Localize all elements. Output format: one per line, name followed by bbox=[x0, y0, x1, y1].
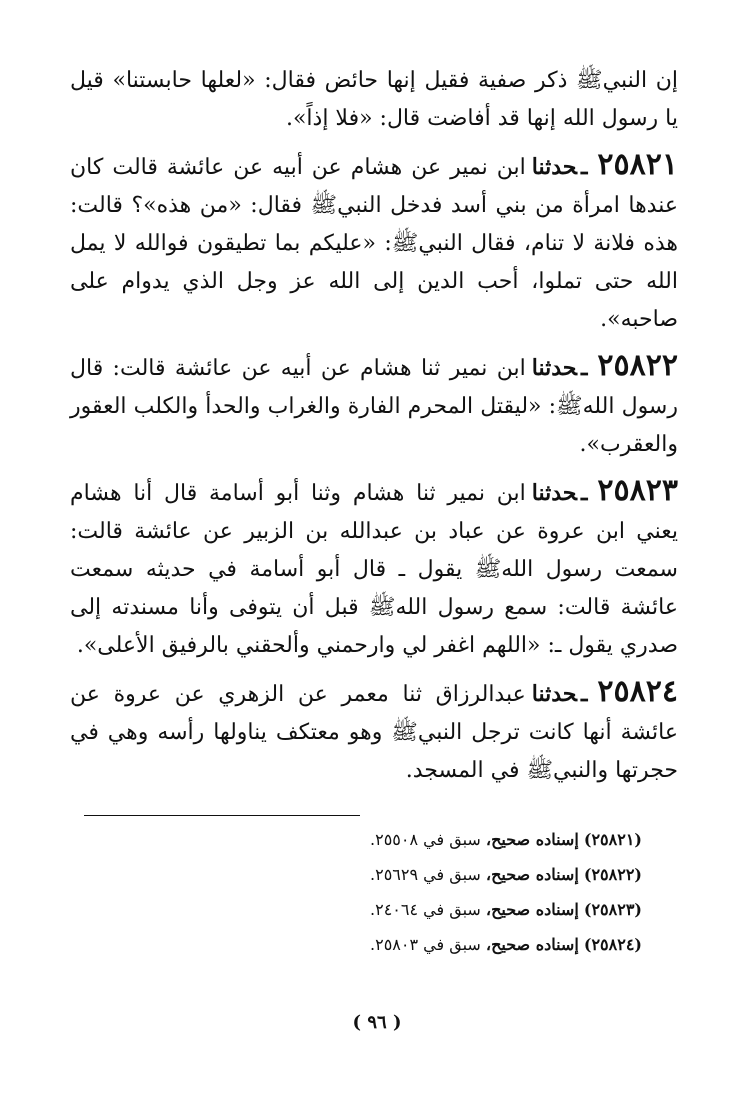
haddathana-label: حدثنا bbox=[531, 480, 577, 506]
haddathana-label: حدثنا bbox=[531, 154, 577, 180]
hadith-number: ٢٥٨٢٤ bbox=[597, 674, 678, 709]
footnote-note: سبق في ٢٥٨٠٣. bbox=[370, 935, 481, 954]
footnote-divider bbox=[84, 815, 360, 816]
hadith-dash: ـ bbox=[580, 480, 588, 506]
footnotes bbox=[370, 822, 642, 962]
page-body bbox=[70, 62, 678, 790]
footnote bbox=[370, 857, 642, 892]
hadith-text: عبدالرزاق ثنا معمر عن الزهري عن عروة عن عائشة أنها كانت ترجل النبيﷺ وهو معتكف يناولها رأسه وهي في حجرتها والنبيﷺ في المسجد. bbox=[70, 682, 678, 783]
footnote-note: سبق في ٢٤٠٦٤. bbox=[370, 900, 481, 919]
hadith-text: ابن نمير عن هشام عن أبيه عن عائشة قالت كان عندها امرأة من بني أسد فدخل النبيﷺ فقال: «من هذه»؟ قالت: هذه فلانة لا تنام، فقال النبيﷺ: «عليكم بما تطيقون فوالله لا يمل الله حتى تملوا، أحب الدين إلى الله عز وجل الذي يدوام على صاحبه». bbox=[70, 155, 678, 332]
footnote-note: سبق في ٢٥٥٠٨. bbox=[370, 830, 481, 849]
footnote-grade: إسناده صحيح، bbox=[485, 935, 579, 954]
footnote-ref: (٢٥٨٢٢) bbox=[583, 865, 642, 884]
hadith-25823 bbox=[70, 472, 678, 665]
hadith-text: ابن نمير ثنا هشام عن أبيه عن عائشة قالت: قال رسول اللهﷺ: «ليقتل المحرم الفارة والغراب والحدأ والكلب العقور والعقرب». bbox=[70, 356, 678, 457]
page-number: ( ٩٦ ) bbox=[352, 1012, 402, 1033]
hadith-25822 bbox=[70, 347, 678, 464]
hadith-number: ٢٥٨٢٢ bbox=[597, 348, 678, 383]
intro-continuation: إن النبيﷺ ذكر صفية فقيل إنها حائض فقال: «لعلها حابستنا» قيل يا رسول الله إنها قد أفاضت قال: «فلا إذاً». bbox=[70, 68, 678, 131]
footnote-grade: إسناده صحيح، bbox=[485, 830, 579, 849]
footnote-grade: إسناده صحيح، bbox=[485, 900, 579, 919]
footnote bbox=[370, 927, 642, 962]
footnote-ref: (٢٥٨٢٤) bbox=[583, 935, 642, 954]
footnote bbox=[370, 892, 642, 927]
hadith-dash: ـ bbox=[580, 681, 588, 707]
footnote-ref: (٢٥٨٢١) bbox=[583, 830, 642, 849]
hadith-dash: ـ bbox=[580, 355, 588, 381]
haddathana-label: حدثنا bbox=[531, 681, 577, 707]
hadith-25824 bbox=[70, 673, 678, 790]
hadith-number: ٢٥٨٢٣ bbox=[597, 473, 678, 508]
hadith-number: ٢٥٨٢١ bbox=[597, 147, 678, 182]
footnote-grade: إسناده صحيح، bbox=[485, 865, 579, 884]
hadith-25821 bbox=[70, 146, 678, 339]
hadith-dash: ـ bbox=[580, 154, 588, 180]
footnote-note: سبق في ٢٥٦٢٩. bbox=[370, 865, 481, 884]
footnote-ref: (٢٥٨٢٣) bbox=[583, 900, 642, 919]
haddathana-label: حدثنا bbox=[531, 355, 577, 381]
hadith-text: ابن نمير ثنا هشام وثنا أبو أسامة قال أنا هشام يعني ابن عروة عن عباد بن عبدالله بن الزبير عن عائشة قالت: سمعت رسول اللهﷺ يقول ـ قال أبو أسامة في حديثه سمعت عائشة قالت: سمع رسول اللهﷺ قبل أن يتوفى وأنا مسندته إلى صدري يقول ـ: «اللهم اغفر لي وارحمني وألحقني بالرفيق الأعلى». bbox=[70, 481, 678, 658]
footnote bbox=[370, 822, 642, 857]
